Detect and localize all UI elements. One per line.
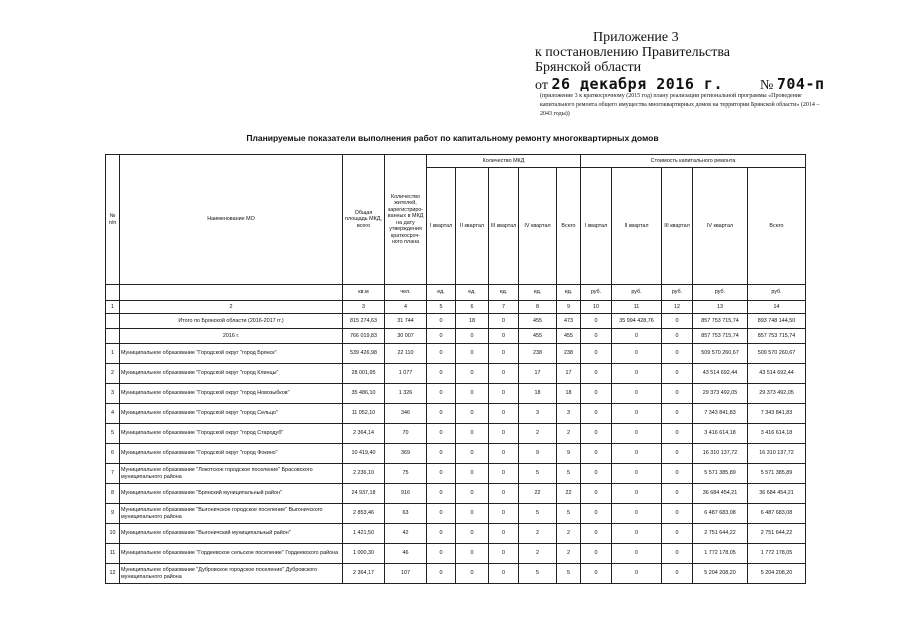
table-cell: 369 (385, 444, 427, 464)
table-cell: 0 (612, 484, 662, 504)
table-cell: 22 (519, 484, 557, 504)
colnum-cell: 12 (662, 301, 693, 314)
table-cell: 0 (662, 314, 693, 329)
table-cell: 0 (489, 504, 519, 524)
table-cell: 0 (427, 524, 456, 544)
colnum-cell: 3 (343, 301, 385, 314)
table-cell: 36 684 454,21 (693, 484, 748, 504)
table-cell: 0 (489, 464, 519, 484)
unit-cell: чел. (385, 285, 427, 301)
table-cell: Муниципальное образование "Брянский муниципальный район" (120, 484, 343, 504)
colnum-cell: 4 (385, 301, 427, 314)
table-cell: 0 (662, 564, 693, 584)
header-area: Общая площадь МКД, всего (343, 155, 385, 285)
header-cost-q4: IV квартал (693, 168, 748, 285)
table-cell: 0 (581, 484, 612, 504)
table-cell: 0 (581, 464, 612, 484)
table-cell: 0 (612, 424, 662, 444)
table-cell: 6 487 683,08 (693, 504, 748, 524)
table-cell: 30 007 (385, 329, 427, 344)
table-cell: 43 514 692,44 (748, 364, 806, 384)
table-row (106, 544, 806, 564)
colnum-cell: 9 (557, 301, 581, 314)
table-cell: 7 343 841,83 (748, 404, 806, 424)
table-cell: 2 236,10 (343, 464, 385, 484)
table-cell: 0 (581, 329, 612, 344)
table-cell: 5 (557, 564, 581, 584)
header-name: Наименование МО (120, 155, 343, 285)
table-cell: 5 (557, 464, 581, 484)
table-row (106, 364, 806, 384)
table-cell: 2 (557, 424, 581, 444)
table-cell: 28 001,95 (343, 364, 385, 384)
table-cell: 0 (581, 564, 612, 584)
table-cell: 815 274,63 (343, 314, 385, 329)
colnum-cell: 2 (120, 301, 343, 314)
table-cell: 2 (106, 364, 120, 384)
table-cell: 455 (519, 314, 557, 329)
table-cell: 0 (456, 484, 489, 504)
table-cell: 31 744 (385, 314, 427, 329)
table-cell: 916 (385, 484, 427, 504)
appendix-note: (приложение 3 к краткосрочному (2015 год) плану реализации региональной программы «Проведение капитального ремонта общего имущества многоквартирных домов на территории Брянской области» (2014 – 2043 годы)) (540, 93, 820, 117)
table-cell: 4 (106, 404, 120, 424)
table-cell: 509 570 260,67 (693, 344, 748, 364)
table-cell: 22 110 (385, 344, 427, 364)
table-cell: 473 (557, 314, 581, 329)
table-cell: 857 753 715,74 (693, 314, 748, 329)
table-cell: 0 (456, 464, 489, 484)
table-cell: 16 310 137,72 (748, 444, 806, 464)
table-cell: 0 (427, 424, 456, 444)
table-cell: Муниципальное образование "Выгоничское городское поселение" Выгоничского муниципального района (120, 504, 343, 524)
table-cell: 5 (557, 504, 581, 524)
table-cell: 0 (662, 544, 693, 564)
colnum-cell: 1 (106, 301, 120, 314)
header-residents: Количество жителей, зарегистриро-ванных в МКД на дату утверждения краткосроч-ного плана (385, 155, 427, 285)
table-row (106, 464, 806, 484)
table-cell: 0 (456, 444, 489, 464)
table-cell: 0 (612, 384, 662, 404)
colnum-cell: 11 (612, 301, 662, 314)
unit-cell: ед. (456, 285, 489, 301)
table-cell: 0 (581, 314, 612, 329)
table-cell: 0 (456, 424, 489, 444)
table-cell: Муниципальное образование "Городской округ "город Сельцо" (120, 404, 343, 424)
table-cell: 35 486,10 (343, 384, 385, 404)
table-cell: 0 (427, 484, 456, 504)
table-cell: 0 (489, 344, 519, 364)
table-cell: 0 (427, 314, 456, 329)
total-row (106, 314, 806, 329)
header-mkd-q4: IV квартал (519, 168, 557, 285)
table-cell: 7 343 841,83 (693, 404, 748, 424)
table-cell: Муниципальное образование "Городской округ "город Клинцы" (120, 364, 343, 384)
table-cell: 0 (456, 504, 489, 524)
units-row (106, 285, 806, 301)
table-cell: 5 (519, 504, 557, 524)
colnum-cell: 8 (519, 301, 557, 314)
table-cell: 509 570 260,67 (748, 344, 806, 364)
table-cell: 0 (427, 329, 456, 344)
table-cell: Муниципальное образование "Городской округ "город Брянск" (120, 344, 343, 364)
table-cell: 7 (106, 464, 120, 484)
table-cell: 9 (106, 504, 120, 524)
table-cell: 2 (519, 544, 557, 564)
table-cell: 18 (456, 314, 489, 329)
table-cell: 0 (489, 564, 519, 584)
table-cell: 2 (519, 524, 557, 544)
table-cell: 0 (456, 544, 489, 564)
table-cell: 0 (581, 444, 612, 464)
table-cell: 8 (106, 484, 120, 504)
table-cell: 1 000,30 (343, 544, 385, 564)
colnum-cell: 5 (427, 301, 456, 314)
table-row (106, 404, 806, 424)
total-row (106, 329, 806, 344)
unit-cell: ед. (427, 285, 456, 301)
table-cell: 0 (581, 384, 612, 404)
table-cell: Муниципальное образование "Гордеевское сельское поселение" Гордеевского района (120, 544, 343, 564)
table-cell: 5 571 385,89 (693, 464, 748, 484)
table-cell: 12 (106, 564, 120, 584)
table-cell: 0 (489, 544, 519, 564)
table-cell: 0 (489, 329, 519, 344)
table-cell: 0 (581, 504, 612, 524)
table-cell: 35 994 428,76 (612, 314, 662, 329)
table-cell: 539 426,98 (343, 344, 385, 364)
table-cell: 455 (519, 329, 557, 344)
table-cell: 11 052,10 (343, 404, 385, 424)
handwritten-number: 704-п (776, 75, 825, 93)
header-mkd-q1: I квартал (427, 168, 456, 285)
table-cell: 0 (662, 504, 693, 524)
table-cell: 3 (106, 384, 120, 404)
table-body (106, 314, 806, 584)
table-cell: Муниципальное образование "Дубровское городское поселение" Дубровского муниципального района (120, 564, 343, 584)
table-cell: 70 (385, 424, 427, 444)
table-cell: 0 (662, 329, 693, 344)
table-cell: 5 571 385,89 (748, 464, 806, 484)
table-cell: 0 (612, 329, 662, 344)
table-cell: 6 487 683,08 (748, 504, 806, 524)
table-cell: 0 (456, 344, 489, 364)
table-cell: 0 (489, 444, 519, 464)
table-cell: 857 753 715,74 (693, 329, 748, 344)
resolution-line: к постановлению Правительства (535, 45, 731, 60)
table-cell: 0 (427, 464, 456, 484)
table-cell: 5 204 208,20 (693, 564, 748, 584)
table-cell: 0 (489, 524, 519, 544)
capital-repair-table (105, 154, 806, 584)
table-cell: 0 (489, 364, 519, 384)
table-row (106, 344, 806, 364)
table-cell: 0 (456, 364, 489, 384)
table-cell: 18 (519, 384, 557, 404)
region-line: Брянской области (535, 60, 642, 75)
table-cell: 16 310 137,72 (693, 444, 748, 464)
colnum-cell: 14 (748, 301, 806, 314)
table-cell: 0 (581, 364, 612, 384)
unit-cell: руб. (748, 285, 806, 301)
table-cell: 0 (427, 344, 456, 364)
table-cell: 0 (662, 364, 693, 384)
table-cell: 0 (456, 524, 489, 544)
table-cell: 0 (427, 544, 456, 564)
table-cell: 0 (612, 404, 662, 424)
table-cell: 0 (612, 364, 662, 384)
table-cell: 1 (106, 344, 120, 364)
table-row (106, 384, 806, 404)
table-cell: 0 (427, 404, 456, 424)
table-cell: 46 (385, 544, 427, 564)
table-cell: 0 (456, 404, 489, 424)
table-cell: 10 419,40 (343, 444, 385, 464)
header-group-cost: Стоимость капитального ремонта (581, 155, 806, 168)
table-cell: 346 (385, 404, 427, 424)
colnum-cell: 6 (456, 301, 489, 314)
table-cell: 0 (489, 384, 519, 404)
table-cell: 0 (662, 524, 693, 544)
table-cell: 0 (581, 544, 612, 564)
appendix-title: Приложение 3 (593, 30, 679, 45)
table-cell (106, 314, 120, 329)
table-cell: 857 753 715,74 (748, 329, 806, 344)
table-cell (106, 329, 120, 344)
unit-cell: ед. (557, 285, 581, 301)
table-cell: Муниципальное образование "Городской округ "город Фокино" (120, 444, 343, 464)
table-cell: Муниципальное образование "Выгоничский муниципальный район" (120, 524, 343, 544)
table-cell: 0 (662, 344, 693, 364)
table-cell: 0 (662, 484, 693, 504)
table-cell: 893 748 144,50 (748, 314, 806, 329)
header-cost-q1: I квартал (581, 168, 612, 285)
table-cell: 0 (456, 329, 489, 344)
header-mkd-total: Всего (557, 168, 581, 285)
table-cell: 2016 г. (120, 329, 343, 344)
unit-cell: руб. (581, 285, 612, 301)
table-row (106, 484, 806, 504)
table-cell: 36 684 454,21 (748, 484, 806, 504)
table-cell: 0 (581, 344, 612, 364)
unit-cell: кв.м (343, 285, 385, 301)
table-cell: 42 (385, 524, 427, 544)
table-cell: 0 (427, 384, 456, 404)
table-cell: 238 (519, 344, 557, 364)
table-cell: 0 (612, 564, 662, 584)
table-cell: 29 373 492,05 (693, 384, 748, 404)
table-cell: 11 (106, 544, 120, 564)
table-cell: 2 (519, 424, 557, 444)
table-cell: 0 (581, 404, 612, 424)
table-cell: 2 853,46 (343, 504, 385, 524)
header-cost-q3: III квартал (662, 168, 693, 285)
table-cell: 5 (519, 564, 557, 584)
table-cell: 0 (612, 444, 662, 464)
table-cell: 24 937,18 (343, 484, 385, 504)
table-cell: 2 (557, 544, 581, 564)
table-cell: 18 (557, 384, 581, 404)
table-cell: 766 019,83 (343, 329, 385, 344)
table-cell: 0 (427, 504, 456, 524)
table-cell: 0 (489, 484, 519, 504)
table-cell: 107 (385, 564, 427, 584)
header-no: № п/п (106, 155, 120, 285)
table-cell: 3 (519, 404, 557, 424)
table-cell: 0 (456, 384, 489, 404)
unit-cell: руб. (662, 285, 693, 301)
table-cell: 63 (385, 504, 427, 524)
unit-cell: руб. (693, 285, 748, 301)
table-cell: 0 (612, 464, 662, 484)
header-mkd-q3: III квартал (489, 168, 519, 285)
table-cell: 2 (557, 524, 581, 544)
table-cell: 5 (106, 424, 120, 444)
table-cell: 0 (427, 564, 456, 584)
table-cell: 6 (106, 444, 120, 464)
table-cell: 3 (557, 404, 581, 424)
table-cell: 0 (427, 444, 456, 464)
table-cell: 43 514 692,44 (693, 364, 748, 384)
table-row (106, 424, 806, 444)
header-mkd-q2: II квартал (456, 168, 489, 285)
colnum-cell: 13 (693, 301, 748, 314)
table-cell: 238 (557, 344, 581, 364)
unit-cell: ед. (489, 285, 519, 301)
colnum-cell: 7 (489, 301, 519, 314)
header-cost-total: Всего (748, 168, 806, 285)
table-cell: 0 (581, 524, 612, 544)
table-cell: 9 (557, 444, 581, 464)
unit-cell: ед. (519, 285, 557, 301)
table-cell: 0 (489, 314, 519, 329)
header-group-mkd: Количество МКД (427, 155, 581, 168)
table-cell: 1 421,50 (343, 524, 385, 544)
table-cell: 0 (612, 344, 662, 364)
table-cell: 3 416 614,18 (748, 424, 806, 444)
table-cell: 10 (106, 524, 120, 544)
table-cell: Муниципальное образование "Городской округ "город Стародуб" (120, 424, 343, 444)
table-cell: 0 (581, 424, 612, 444)
table-cell: 0 (456, 564, 489, 584)
table-cell: 17 (519, 364, 557, 384)
unit-cell: руб. (612, 285, 662, 301)
table-cell: Муниципальное образование "Локотское городское поселение" Брасовского муниципального района (120, 464, 343, 484)
table-cell: 0 (662, 384, 693, 404)
table-cell: 2 364,17 (343, 564, 385, 584)
table-cell: 0 (489, 404, 519, 424)
date-prefix: от (535, 78, 548, 93)
table-cell: 0 (662, 444, 693, 464)
table-cell: 17 (557, 364, 581, 384)
table-cell: 0 (662, 464, 693, 484)
table-cell: 2 364,14 (343, 424, 385, 444)
column-numbers-row (106, 301, 806, 314)
number-prefix: № (760, 78, 774, 93)
table-cell: 2 751 644,22 (693, 524, 748, 544)
header-cost-q2: II квартал (612, 168, 662, 285)
table-cell: 1 326 (385, 384, 427, 404)
table-cell: Муниципальное образование "Городской округ "город Новозыбков" (120, 384, 343, 404)
table-cell: 3 416 614,18 (693, 424, 748, 444)
table-cell: 75 (385, 464, 427, 484)
table-cell: 0 (427, 364, 456, 384)
table-row (106, 524, 806, 544)
table-cell: 0 (662, 404, 693, 424)
colnum-cell: 10 (581, 301, 612, 314)
document-header (535, 30, 825, 94)
table-cell: 9 (519, 444, 557, 464)
handwritten-date: 26 декабря 2016 г. (551, 75, 723, 93)
table-cell: 0 (489, 424, 519, 444)
table-cell: 0 (612, 504, 662, 524)
table-cell: 1 772 178,05 (693, 544, 748, 564)
table-cell: 1 077 (385, 364, 427, 384)
table-cell: Итого по Брянской области (2016-2017 гг.) (120, 314, 343, 329)
table-row (106, 444, 806, 464)
table-cell: 0 (612, 524, 662, 544)
table-cell: 22 (557, 484, 581, 504)
table-row (106, 564, 806, 584)
table-cell: 29 373 492,05 (748, 384, 806, 404)
table-cell: 455 (557, 329, 581, 344)
table-cell: 0 (612, 544, 662, 564)
table-cell: 2 751 644,22 (748, 524, 806, 544)
table-cell: 1 772 178,05 (748, 544, 806, 564)
table-title: Планируемые показатели выполнения работ по капитальному ремонту многоквартирных домов (246, 133, 659, 143)
table-cell: 0 (662, 424, 693, 444)
table-cell: 5 (519, 464, 557, 484)
table-row (106, 504, 806, 524)
table-cell: 5 204 208,20 (748, 564, 806, 584)
